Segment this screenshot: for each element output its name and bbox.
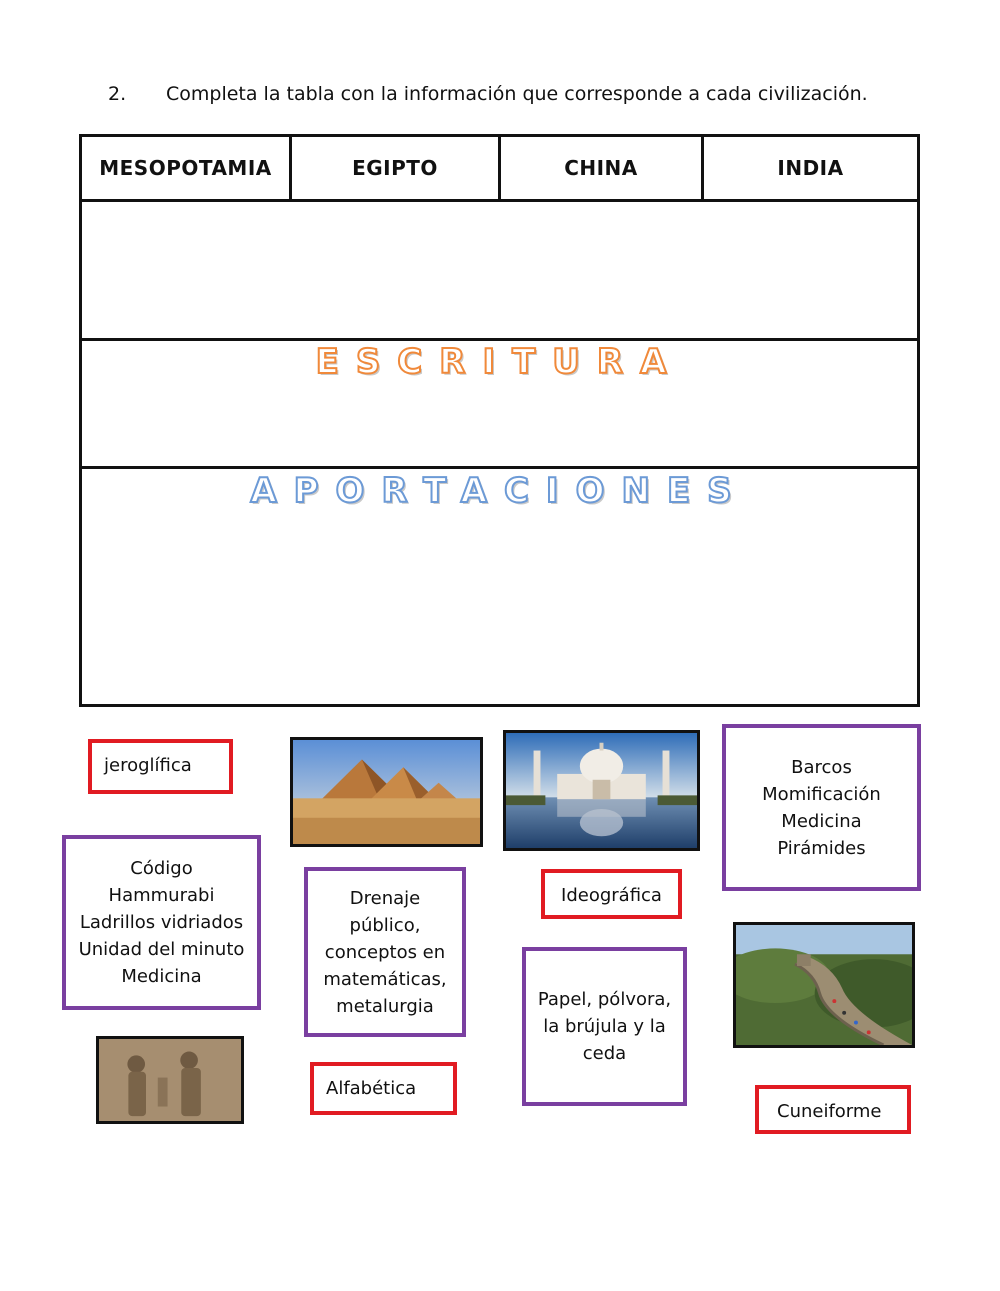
card-mesopotamia-aportaciones[interactable] (62, 835, 261, 1010)
card-jeroglifica[interactable] (88, 739, 233, 794)
great-wall-photo[interactable] (733, 922, 915, 1048)
row-divider (82, 466, 917, 469)
card-text: Papel, pólvora, la brújula y la ceda (537, 989, 672, 1064)
card-egipto-aportaciones[interactable] (722, 724, 921, 891)
card-text: Drenaje público, conceptos en matemáticas, metalurgia (323, 887, 447, 1017)
section-title-aportaciones: APORTACIONES (250, 471, 749, 511)
card-china-aportaciones[interactable] (522, 947, 687, 1106)
card-label: jeroglífica (104, 755, 192, 776)
card-india-aportaciones[interactable] (304, 867, 466, 1037)
instruction-text: Completa la tabla con la información que corresponde a cada civilización. (166, 83, 868, 105)
taj-mahal-photo[interactable] (503, 730, 700, 851)
card-text: Barcos Momificación Medicina Pirámides (762, 756, 881, 859)
great-wall-image (736, 925, 912, 1045)
table-header-row (82, 137, 917, 202)
card-cuneiforme[interactable] (755, 1085, 911, 1134)
header-india: INDIA (777, 156, 844, 180)
card-label: Cuneiforme (777, 1101, 882, 1122)
civilizations-table (79, 134, 920, 707)
instruction (108, 83, 868, 105)
header-egipto: EGIPTO (292, 137, 501, 199)
taj-mahal-image (506, 733, 697, 848)
pyramids-image (293, 740, 480, 844)
assyrian-relief-photo[interactable] (96, 1036, 244, 1124)
instruction-number: 2. (108, 83, 127, 105)
pyramids-photo[interactable] (290, 737, 483, 847)
header-mesopotamia: MESOPOTAMIA (82, 137, 292, 199)
card-ideografica[interactable] (541, 869, 682, 919)
row-divider (82, 338, 917, 341)
assyrian-relief-image (99, 1039, 241, 1121)
header-china: CHINA (501, 137, 704, 199)
section-title-escritura: ESCRITURA (315, 342, 684, 382)
card-label: Ideográfica (561, 885, 662, 906)
card-text: Código Hammurabi Ladrillos vidriados Unidad del minuto Medicina (78, 858, 245, 987)
card-alfabetica[interactable] (310, 1062, 457, 1115)
card-label: Alfabética (326, 1078, 417, 1099)
